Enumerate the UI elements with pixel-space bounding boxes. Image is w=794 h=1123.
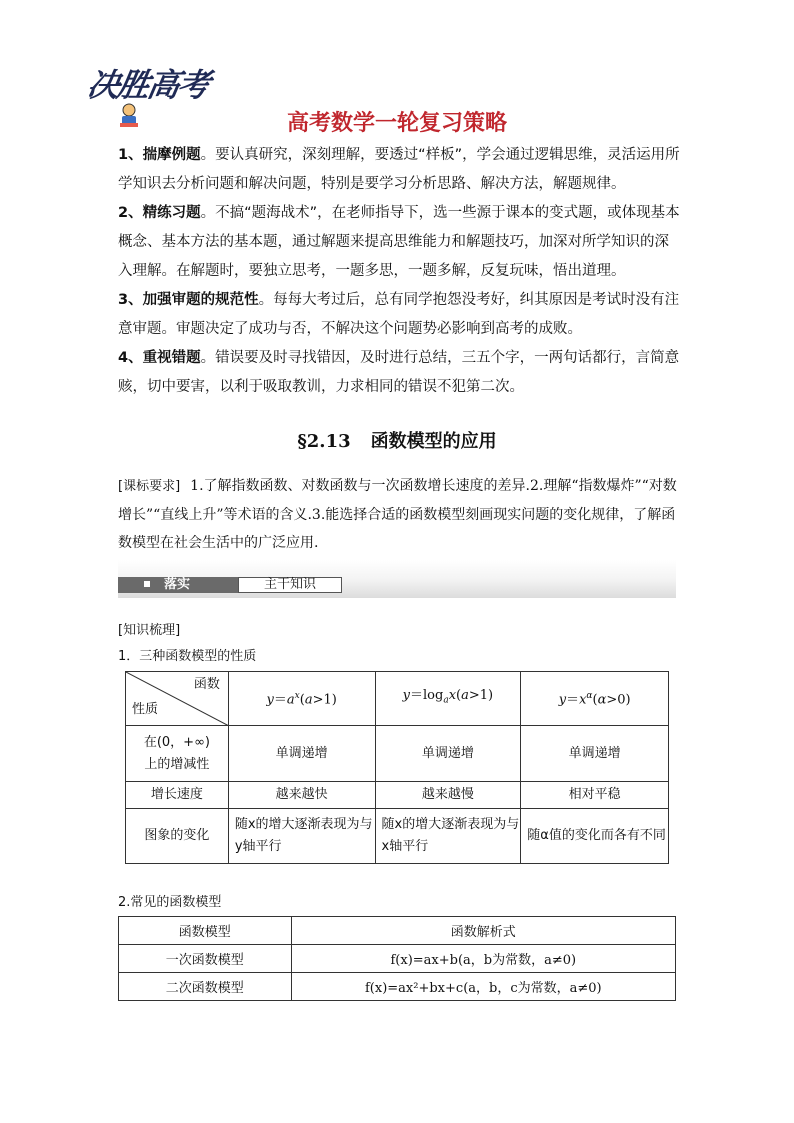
table-row <box>119 945 676 973</box>
strategy-3: 3、加强审题的规范性。每每大考过后，总有同学抱怨没考好，纠其原因是考试时没有注意审题。审题决定了成功与否，不解决这个问题势必影响到高考的成败。 <box>118 292 680 337</box>
corner-bottom-label: 性质 <box>132 702 159 717</box>
curriculum-requirements: [课标要求] 1.了解指数函数、对数函数与一次函数增长速度的差异.2.理解“指数爆炸”“对数增长”“直线上升”等术语的含义.3.能选择合适的函数模型刻画现实问题的变化规律，了解函数模型在社会生活中的广泛应用. <box>118 478 677 551</box>
knowledge-item-2: 2.常见的函数模型 <box>118 895 222 910</box>
strategy-2: 2、精练习题。不搞“题海战术”，在老师指导下，选一些源于课本的变式题，或体现基本概念、基本方法的基本题，通过解题来提高思维能力和解题技巧，加深对所学知识的深入理解。在解题时，要独立思考，一题多思，一题多解，反复玩味，悟出道理。 <box>118 205 680 279</box>
model-formula: f(x)=ax²+bx+c(a，b，c为常数，a≠0) <box>291 973 675 1001</box>
table-corner-cell <box>126 672 229 726</box>
row-label: 图象的变化 <box>126 809 229 864</box>
logo-text: 决胜高考 <box>84 66 212 104</box>
table-cell: 越来越快 <box>228 782 375 809</box>
strategy-1: 1、揣摩例题。要认真研究，深刻理解，要透过“样板”，学会通过逻辑思维，灵活运用所学知识去分析问题和解决问题，特别是要学习分析思路、解决方法，解题规律。 <box>118 147 680 192</box>
table-cell: 单调递增 <box>521 726 669 782</box>
corner-top-label: 函数 <box>193 677 220 692</box>
section-title: §2.13 函数模型的应用 <box>297 431 497 452</box>
table-cell: 单调递增 <box>375 726 521 782</box>
square-bullet-icon <box>144 581 150 587</box>
requirements-tag: [课标要求] <box>118 479 181 494</box>
table-row <box>126 782 669 809</box>
model-formula: f(x)=ax+b(a，b为常数，a≠0) <box>291 945 675 973</box>
row-label: 在(0，+∞) 上的增减性 <box>126 726 229 782</box>
table-cell: 越来越慢 <box>375 782 521 809</box>
header-exp: $y=a^x(a>1)$ <box>228 672 375 726</box>
model-name: 一次函数模型 <box>119 945 292 973</box>
table-row <box>119 973 676 1001</box>
table-row <box>126 726 669 782</box>
band-label-dark: 落实 <box>118 577 238 593</box>
page-title: 高考数学一轮复习策略 <box>286 111 507 136</box>
model-name: 二次函数模型 <box>119 973 292 1001</box>
knowledge-tag: [知识梳理] <box>118 623 181 638</box>
table-header: 函数解析式 <box>291 917 675 945</box>
row-label: 增长速度 <box>126 782 229 809</box>
table-cell: 相对平稳 <box>521 782 669 809</box>
table-cell: 随x的增大逐渐表现为与y轴平行 <box>228 809 375 864</box>
table-cell: 单调递增 <box>228 726 375 782</box>
function-properties-table <box>125 671 669 864</box>
table-row <box>126 809 669 864</box>
strategy-4: 4、重视错题。错误要及时寻找错因，及时进行总结，三五个字，一两句话都行，言简意赅，切中要害，以利于吸取教训，力求相同的错误不犯第二次。 <box>118 350 680 395</box>
band-label-box: 主干知识 <box>238 577 342 593</box>
function-models-table <box>118 916 676 1001</box>
header-log: $y=\log_ax(a>1)$ <box>375 672 521 726</box>
knowledge-item-1: 1．三种函数模型的性质 <box>118 649 257 664</box>
table-cell: 随α值的变化而各有不同 <box>521 809 669 864</box>
header-pow: $y=x^\alpha(\alpha>0)$ <box>521 672 669 726</box>
table-cell: 随x的增大逐渐表现为与x轴平行 <box>375 809 521 864</box>
table-header: 函数模型 <box>119 917 292 945</box>
